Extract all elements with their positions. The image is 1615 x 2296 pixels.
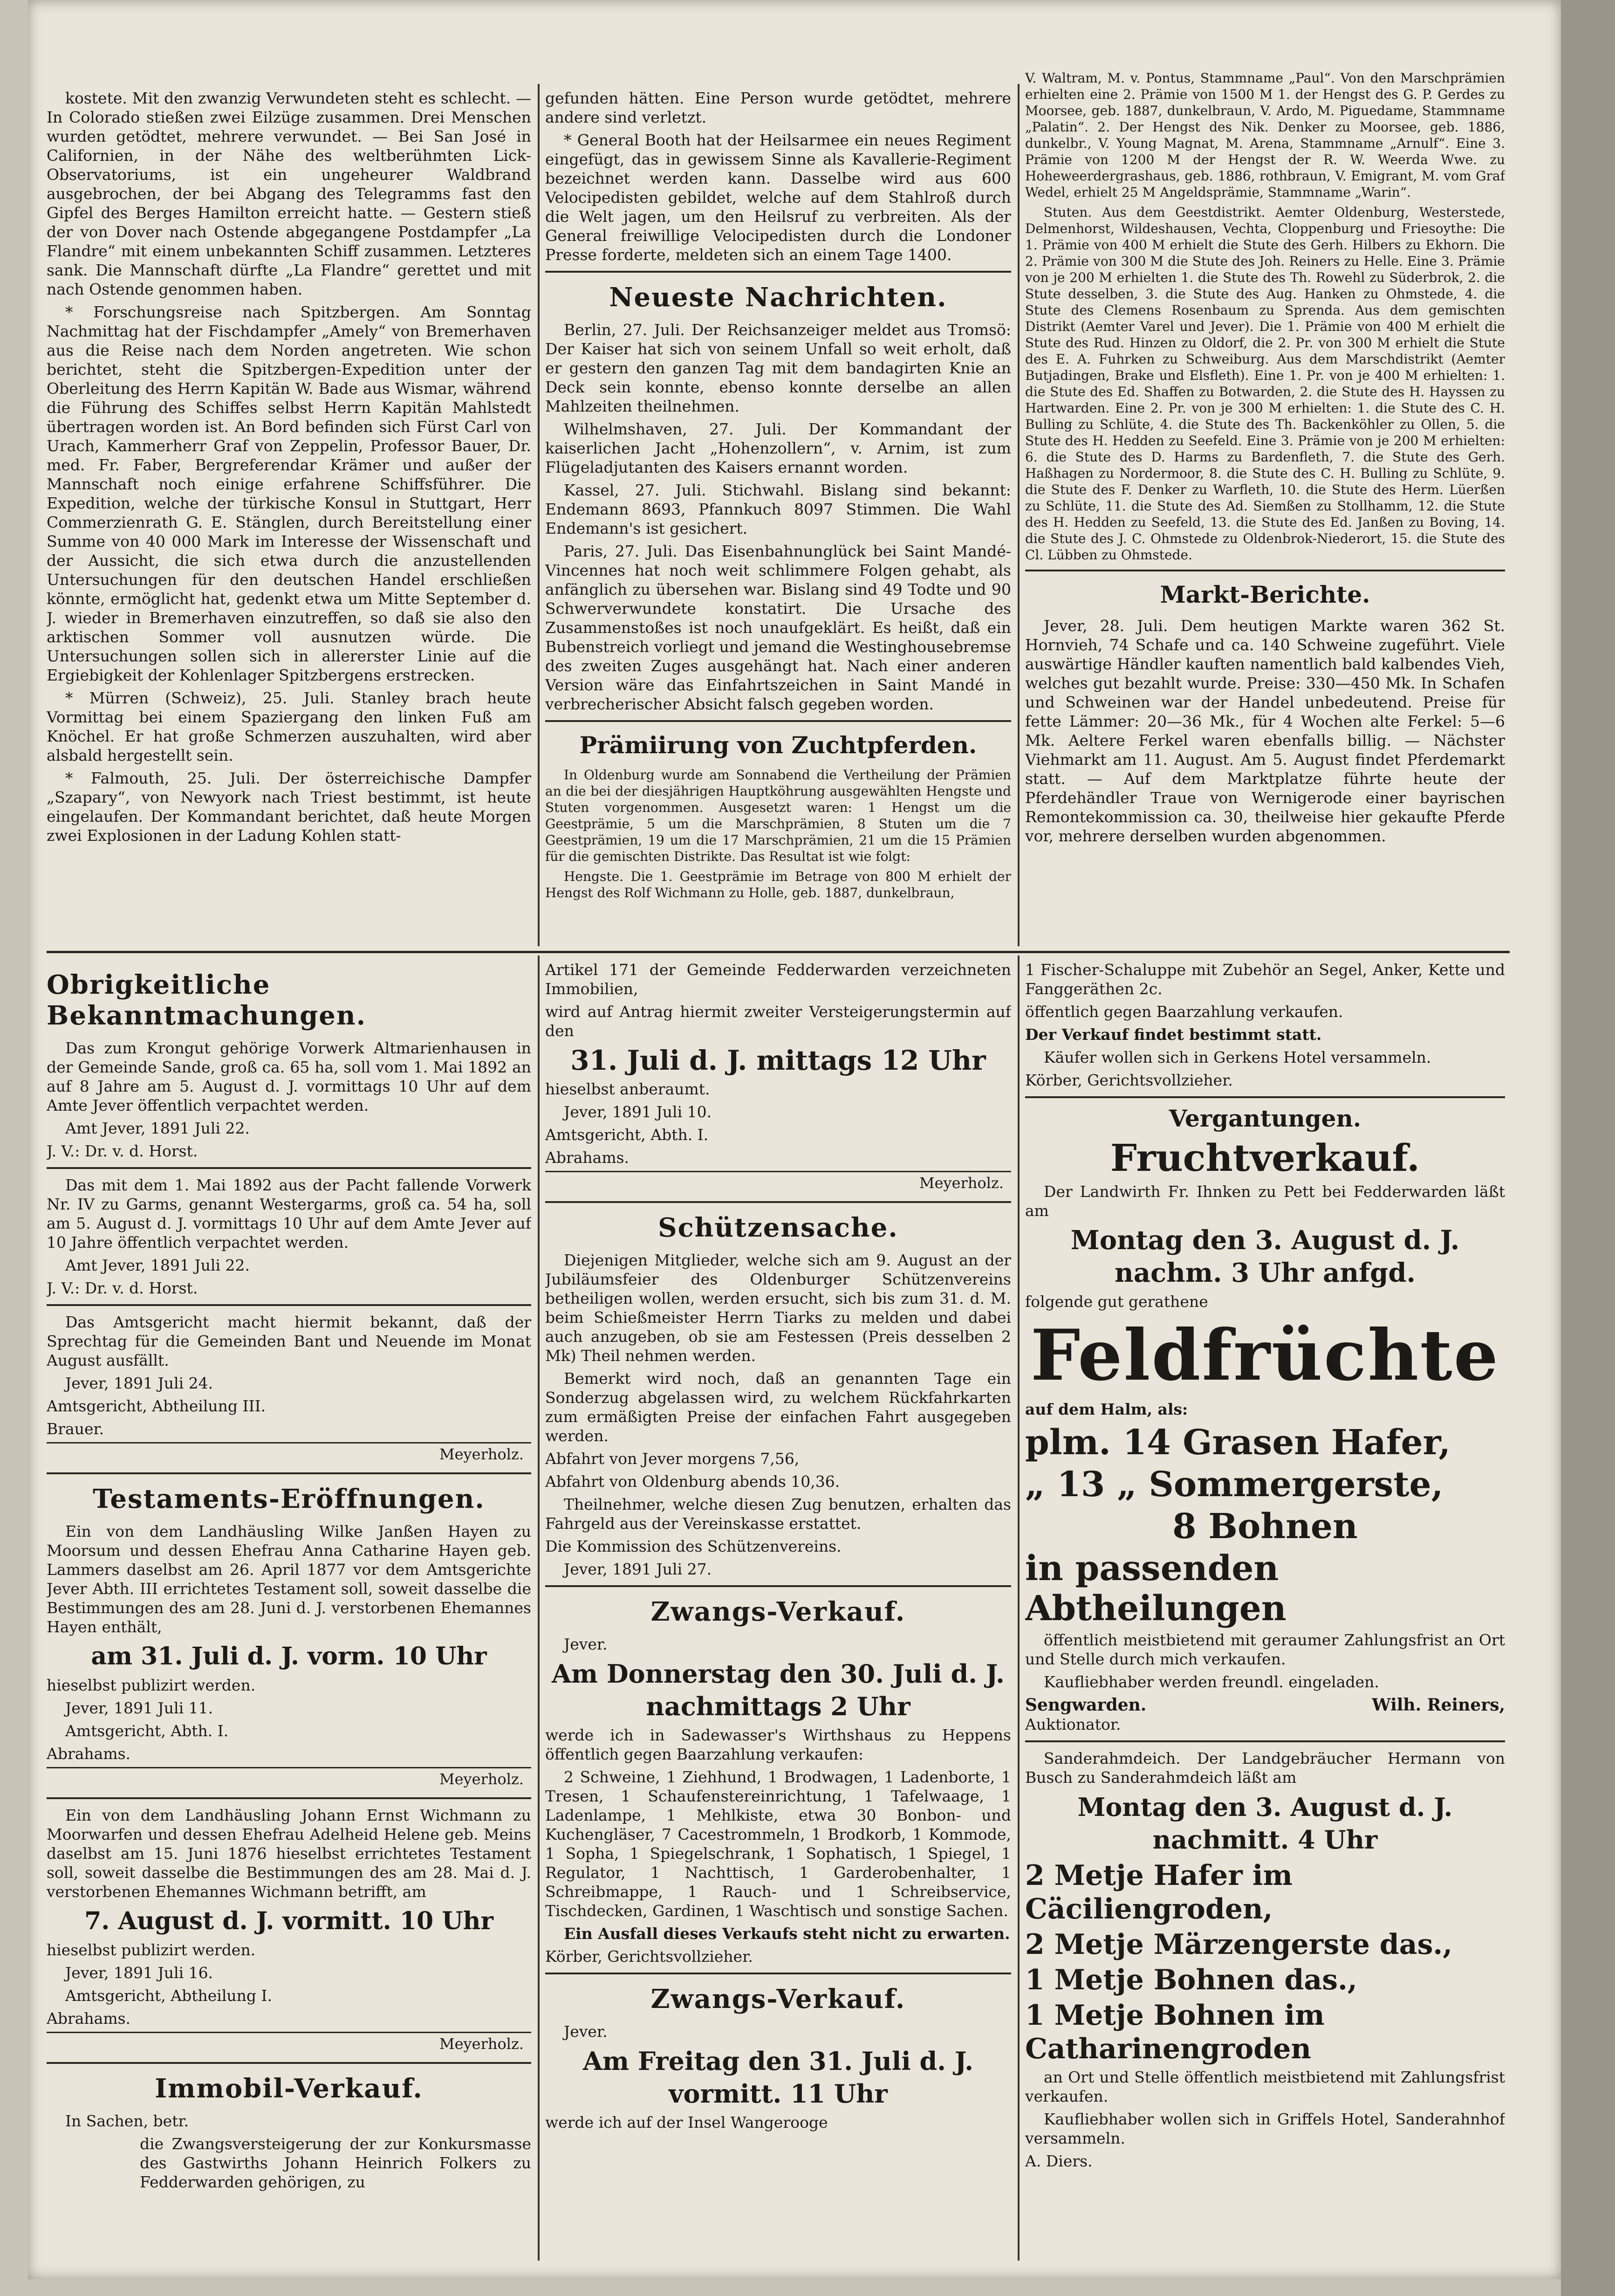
separator [545,1201,1011,1203]
notice-court: Amtsgericht, Abth. I. [65,1722,229,1740]
section-heading: Obrigkeitliche Bekanntmachungen. [47,969,367,1031]
separator [47,1304,531,1306]
notice-court: Amtsgericht, Abth. I. [545,1126,709,1144]
ad-signature-place: Sengwarden. [1025,1695,1147,1715]
notice-date: Jever, 1891 Juli 16. [65,1964,213,1982]
ad-text: auf dem Halm, als: [1025,1400,1188,1418]
notice-list: 2 Schweine, 1 Ziehhund, 1 Brodwagen, 1 Ladenborte, 1 Tresen, 1 Schaufenstereinrichtung, 1 Tafelwaage, 1 Ladenlampe, 1 Mehlkiste, etwa 30 Bonbon- und Kuchengläser, 7 Cacestrommeln, 1 Brodkorb, 1 Kommode, 1 Sopha, 1 Spiegelschrank, 1 Sophatisch, 1 Spiegel, 1 Regulator, 1 Nachttisch, 1 Garderobenhalter, 1 Schreibmappe, 1 Rauch- und 1 Schreibservice, Tischdecken, Gardinen, 1 Waschtisch und sonstige Sachen. [545,1768,1011,1920]
news-paragraph: Stuten. Aus dem Geestdistrikt. Aemter Oldenburg, Westerstede, Delmenhorst, Wildeshausen, Vechta, Cloppenburg und Friesoythe: Die 1. Prämie von 400 M erhielt die Stute des Gerh. Hilbers zu Ekhorn. Die 2. Prämie von 300 M die Stute des Joh. Reiners zu Helle. Eine 3. Prämie von je 200 M erhielten 1. die Stute des Th. Rowehl zu Süderbrok, 2. die Stute desselben, 3. die Stute des Aug. Hanken zu Ohmstede, 4. die Stute des Clemens Rosenbaum zu Sprenda. Aus dem gemischten Distrikt (Aemter Varel und Jever). Die 1. Prämie von 400 M erhielt die Stute des Rud. Hinzen zu Oldorf, die 2. Pr. von 300 M erhielt die Stute des E. A. Fuhrken zu Schweiburg. Aus dem Marschdistrikt (Aemter Butjadingen, Brake und Elsfleth). Eine 1. Pr. von je 400 M erhielten: 1. die Stute des Ed. Shaffen zu Botwarden, 2. die Stute des H. Hayssen zu Hartwarden. Eine 2. Pr. von je 300 M erhielten: 1. die Stute des C. H. Bulling zu Schlüte, 4. die Stute des Th. Backenköhler zu Ollen, 5. die Stute des H. Hedden zu Seefeld. Eine 3. Prämie von je 200 M erhielten: 6. die Stute des D. Harms zu Bardenfleth, 7. die Stute des Gerh. Haßhagen zu Nordermoor, 8. die Stute des C. H. Bulling zu Schlüte, 9. die Stute des F. Denker zu Warfleth, 10. die Stute des Herm. Lüerßen zu Schlüte, 11. die Stute des Ad. Siemßen zu Stollhamm, 12. die Stute des H. Hedden zu Seefeld, 13. die Stute des Ed. Janßen zu Boving, 14. die Stute des J. C. Ohmstede zu Oldenbrok-Niederort, 15. die Stute des Cl. Lübben zu Ohmstede. [1025,205,1505,563]
notice-text: Ein von dem Landhäusling Johann Ernst Wichmann zu Moorwarfen und dessen Ehefrau Adelheid Helene geb. Meins daselbst am 15. Juni 1876 hieselbst errichtetes Testament soll, soweit dasselbe die Bestimmungen des am 28. Mai d. J. verstorbenen Ehemannes Wichmann betrifft, am [47,1806,531,1901]
notice-date: Amt Jever, 1891 Juli 22. [65,1256,250,1274]
column-1-top [47,89,531,942]
notice-date-big: am 31. Juli d. J. vorm. 10 Uhr [91,1642,487,1670]
ad-text: folgende gut gerathene [1025,1292,1208,1311]
notice-text: Diejenigen Mitglieder, welche sich am 9. August an der Jubiläumsfeier des Oldenburger Schützenvereins betheiligen wollen, werden ersucht, sich bis zum 31. d. M. beim Schießmeister Herrn Tiarks zu melden und dabei auch anzugeben, ob sie am Festessen (Preis desselben 2 Mk) Theil nehmen werden. [545,1251,1011,1365]
column-rule [538,84,540,946]
ad-signature-name: Wilh. Reiners, [1372,1695,1505,1715]
notice-box-signature: Meyerholz. [47,1442,531,1466]
notice-date: Jever, 1891 Juli 10. [564,1103,712,1121]
news-item: Wilhelmshaven, 27. Juli. Der Kommandant der kaiserlichen Jacht „Hohenzollern“, v. Arnim, ist zum Flügeladjutanten des Kaisers ernannt worden. [545,420,1011,476]
ad-list-item: 1 Metje Bohnen das., [1025,1964,1357,1996]
notice-place: Jever. [564,1635,608,1653]
news-item: Kassel, 27. Juli. Stichwahl. Bislang sind bekannt: Endemann 8693, Pfannkuch 8097 Stimmen. Die Wahl Endemann's ist gesichert. [545,481,1011,537]
market-report: Jever, 28. Juli. Dem heutigen Markte waren 362 St. Hornvieh, 74 Schafe und ca. 140 Schweine zugeführt. Viele auswärtige Händler kauften namentlich bald kalbendes Vieh, welches gut bezahlt wurde. Preise: 330—450 Mk. In Schafen und Schweinen war der Handel unbedeutend. Preise für fette Lämmer: 20—36 Mk., für 4 Wochen alte Ferkel: 5—6 Mk. Aeltere Ferkel waren ebenfalls billig. — Nächster Viehmarkt am 11. August. Am 5. August findet Pferdemarkt statt. — Auf dem Marktplatze führte heute der Pferdehändler Traue von Wernigerode einer bayrischen Remontekommission ca. 30, theilweise hier gekaufte Pferde vor, mehrere derselben wurden abgenommen. [1025,617,1505,845]
notice-signature: J. V.: Dr. v. d. Horst. [47,1142,198,1160]
separator [47,2062,531,2064]
notice-court: Amtsgericht, Abtheilung I. [65,1987,273,2005]
notice-text: werde ich in Sadewasser's Wirthshaus zu Heppens öffentlich gegen Baarzahlung verkaufen: [545,1726,1011,1763]
notice-date-big: Am Freitag den 31. Juli d. J. vormitt. 11 Uhr [582,2046,974,2109]
news-paragraph: * General Booth hat der Heilsarmee ein neues Regiment eingefügt, das in gewissem Sinne als Kavallerie-Regiment bezeichnet werden kann. Dasselbe wird aus 600 Velocipedisten gebildet, welche auf dem Stahlroß durch die Welt jagen, um den Heilsruf zu verbreiten. Als der General freiwillige Velocipedisten durch die Londoner Presse forderte, meldeten sich an einem Tage 1400. [545,131,1011,264]
newspaper-page [28,0,1561,2279]
notice-text: Käufer wollen sich in Gerkens Hotel versammeln. [1044,1048,1431,1066]
ad-date-big: Montag den 3. August d. J. nachmitt. 4 Uhr [1077,1792,1453,1855]
notice-signature: J. V.: Dr. v. d. Horst. [47,1279,198,1297]
section-heading: Markt-Berichte. [1160,581,1370,608]
section-heading: Schützensache. [658,1212,898,1243]
ad-signature-role: Auktionator. [1025,1715,1121,1733]
notice-signature: Abrahams. [545,1148,630,1167]
separator [47,1167,531,1169]
ad-headline: Feldfrüchte [1030,1314,1500,1396]
section-heading: Zwangs-Verkauf. [650,1596,906,1627]
notice-signature: Brauer. [47,1420,104,1438]
ad-text: Der Landwirth Fr. Ihnken zu Pett bei Fedderwarden läßt am [1025,1182,1505,1220]
column-1-bottom [47,960,531,2265]
ad-list-item: in passenden Abtheilungen [1025,1548,1287,1629]
column-3-bottom [1025,960,1505,2265]
separator [545,720,1011,722]
notice-date: Jever, 1891 Juli 24. [65,1374,213,1392]
notice-text: In Sachen, betr. [65,2112,189,2130]
section-divider [47,951,1510,953]
notice-signature: Abrahams. [47,1745,131,1763]
news-paragraph: * Forschungsreise nach Spitzbergen. Am Sonntag Nachmittag hat der Fischdampfer „Amely“ von Bremerhaven aus die Reise nach dem Norden angetreten. Wie schon berichtet, steht die Spitzbergen-Expedition unter der Oberleitung des Herrn Kapitän W. Bade aus Wismar, während die Führung des Schiffes selbst Herrn Kapitän Mahlstedt übertragen worden ist. An Bord befinden sich Fürst Carl von Urach, Kammerherr Graf von Zeppelin, Professor Bauer, Dr. med. Fr. Faber, Bergreferendar Krämer und außer der Mannschaft noch einige erfahrene Schiffsführer. Die Expedition, welche der türkische Konsul in Stuttgart, Herr Commerzienrath G. E. Stänglen, durch Bereitstellung einer Summe von 40 000 Mark im Interesse der Wissenschaft und der Aussicht, die sich etwa durch die anzustellenden Untersuchungen für den deutschen Handel erschließen könnte, ermöglicht hat, gedenkt etwa um Mitte September d. J. wieder in Bremerhaven einzutreffen, so daß sie also den arktischen Sommer voll ausnutzen würde. Die Untersuchungen sollen sich in allererster Linie auf die Ergiebigkeit der Kohlenlager Spitzbergens erstrecken. [47,303,531,684]
ad-text: Sanderahmdeich. Der Landgebräucher Hermann von Busch zu Sanderahmdeich läßt am [1025,1749,1505,1787]
notice-text: werde ich auf der Insel Wangerooge [545,2113,828,2131]
ad-list-item: 2 Metje Märzengerste das., [1025,1928,1453,1961]
notice-date-big: 31. Juli d. J. mittags 12 Uhr [570,1045,986,1076]
separator [47,1797,531,1799]
notice-text: hieselbst publizirt werden. [47,1676,256,1694]
section-heading: Immobil-Verkauf. [155,2073,423,2104]
news-paragraph: * Falmouth, 25. Juli. Der österreichische Dampfer „Szapary“, von Newyork nach Triest bestimmt, ist heute eingelaufen. Der Kommandant berichtet, daß heute Morgen zwei Explosionen in der Ladung Kohlen statt- [47,769,531,845]
notice-place: Jever. [564,2022,608,2041]
notice-text: Ein von dem Landhäusling Wilke Janßen Hayen zu Moorsum und dessen Ehefrau Anna Catharine Hayen geb. Lammers daselbst am 26. April 1877 vor dem Amtsgerichte Jever Abth. III errichtetes Testament soll, soweit dasselbe die Bestimmungen des am 28. Juni d. J. verstorbenen Ehemannes Hayen enthält, [47,1522,531,1636]
section-heading: Vergantungen. [1169,1105,1362,1132]
ad-text: Kaufliebhaber wollen sich in Griffels Hotel, Sanderahnhof versammeln. [1025,2110,1505,2147]
notice-signature: Körber, Gerichtsvollzieher. [1025,1071,1233,1089]
ad-list-item: „ 13 „ Sommergerste, [1025,1464,1444,1505]
ad-date-big: Montag den 3. August d. J. nachm. 3 Uhr anfgd. [1070,1225,1460,1288]
section-heading: Testaments-Eröffnungen. [93,1484,485,1514]
notice-text: Das mit dem 1. Mai 1892 aus der Pacht fallende Vorwerk Nr. IV zu Garms, genannt Westergarms, groß ca. 54 ha, soll am 5. August d. J. vormittags 10 Uhr auf dem Amte Jever auf 10 Jahre öffentlich verpachtet werden. [47,1176,531,1251]
ad-text: Kaufliebhaber werden freundl. eingeladen. [1044,1673,1379,1691]
column-rule [538,956,540,2261]
scan-edge [1561,0,1615,2296]
notice-text: Das Amtsgericht macht hiermit bekannt, daß der Sprechtag für die Gemeinden Bant und Neuende im Monat August ausfällt. [47,1313,531,1369]
column-3-top [1025,70,1505,942]
ad-signature-row [1025,1695,1505,1715]
news-paragraph: kostete. Mit den zwanzig Verwundeten steht es schlecht. — In Colorado stießen zwei Eilzüge zusammen. Drei Menschen wurden getödtet, mehrere verwundet. — Bei San José in Californien, in der Nähe des weltberühmten Lick-Observatoriums, ist ein ungeheurer Waldbrand ausgebrochen, der bei Abgang des Telegramms fast den Gipfel des Berges Hamilton erreicht hatte. — Gestern stieß der von Dover nach Ostende abgegangene Postdampfer „La Flandre“ mit einem unbekannten Schiff zusammen. Letzteres sank. Die Mannschaft dürfte „La Flandre“ gerettet und mit nach Ostende genommen haben. [47,89,531,298]
notice-box-signature: Meyerholz. [47,2032,531,2055]
notice-text: wird auf Antrag hiermit zweiter Versteigerungstermin auf den [545,1003,1011,1040]
ad-list-item: 2 Metje Hafer im Cäciliengroden, [1025,1859,1293,1925]
notice-date: Jever, 1891 Juli 11. [65,1699,213,1717]
ad-text: öffentlich meistbietend mit geraumer Zahlungsfrist an Ort und Stelle durch mich verkaufen. [1025,1631,1505,1668]
notice-box-signature: Meyerholz. [545,1171,1011,1195]
separator [545,1973,1011,1974]
notice-date-big: Am Donnerstag den 30. Juli d. J. nachmittags 2 Uhr [552,1659,1005,1721]
notice-court: Amtsgericht, Abtheilung III. [47,1397,266,1415]
notice-text: öffentlich gegen Baarzahlung verkaufen. [1025,1003,1343,1021]
notice-date-big: 7. August d. J. vormitt. 10 Uhr [84,1907,493,1935]
notice-text: Der Verkauf findet bestimmt statt. [1025,1025,1322,1044]
ad-title: Fruchtverkauf. [1110,1136,1420,1180]
news-paragraph: Hengste. Die 1. Geestprämie im Betrage von 800 M erhielt der Hengst des Rolf Wichmann zu Holle, geb. 1887, dunkelbraun, [545,869,1011,901]
notice-text: Ein Ausfall dieses Verkaufs steht nicht zu erwarten. [564,1925,1010,1943]
notice-text: Abfahrt von Jever morgens 7,56, [545,1450,800,1468]
news-paragraph: In Oldenburg wurde am Sonnabend die Vertheilung der Prämien an die bei der diesjährigen Hauptköhrung ausgewählten Hengste und Stuten vorgenommen. Ausgesetzt waren: 1 Hengst um die Geestprämie, 5 um die Marschprämien, 8 Stuten um die 7 Geestprämien, 19 um die 17 Marschprämien, 21 um die 15 Prämien für die gemischten Distrikte. Das Resultat ist wie folgt: [545,767,1011,864]
column-rule [1018,956,1020,2261]
section-heading: Neueste Nachrichten. [609,282,947,313]
notice-date: Jever, 1891 Juli 27. [564,1560,712,1578]
notice-signature: Abrahams. [47,2009,131,2028]
news-item: Paris, 27. Juli. Das Eisenbahnunglück bei Saint Mandé-Vincennes hat noch weit schlimmere Folgen gehabt, als anfänglich zu übersehen war. Bislang sind 49 Todte und 90 Schwerverwundete konstatirt. Die Ursache des Zusammenstoßes ist noch unaufgeklärt. Es heißt, daß ein Bubenstreich vorliegt und jemand die Westinghousebremse des zweiten Zuges ausgehängt hat. Nach einer anderen Version wäre das Einfahrtszeichen in Saint Mandé in verbrecherischer Absicht falsch gegeben worden. [545,542,1011,713]
notice-text: Theilnehmer, welche diesen Zug benutzen, erhalten das Fahrgeld aus der Vereinskasse erstattet. [545,1495,1011,1533]
news-paragraph: * Mürren (Schweiz), 25. Juli. Stanley brach heute Vormittag bei einem Spaziergang den linken Fuß am Knöchel. Er hat große Schmerzen auszuhalten, wird aber alsbald hergestellt sein. [47,689,531,764]
notice-text: die Zwangsversteigerung der zur Konkursmasse des Gastwirths Johann Heinrich Folkers zu Fedderwarden gehörigen, zu [140,2135,531,2191]
separator [1025,1740,1505,1742]
section-heading: Prämiirung von Zuchtpferden. [579,731,977,759]
notice-signature: Körber, Gerichtsvollzieher. [545,1947,753,1966]
notice-box-signature: Meyerholz. [47,1767,531,1791]
notice-text: Das zum Krongut gehörige Vorwerk Altmarienhausen in der Gemeinde Sande, groß ca. 65 ha, soll vom 1. Mai 1892 an auf 8 Jahre am 5. August d. J. vormittags 10 Uhr auf dem Amte Jever öffentlich verpachtet werden. [47,1039,531,1114]
separator [1025,1096,1505,1098]
ad-list-item: plm. 14 Grasen Hafer, [1025,1423,1451,1463]
notice-text: Bemerkt wird noch, daß an genannten Tage ein Sonderzug abgelassen wird, zu welchem Rückfahrkarten zum ermäßigten Preise der einfachen Fahrt ausgegeben werden. [545,1369,1011,1445]
notice-text: hieselbst publizirt werden. [47,1941,256,1959]
notice-date: Amt Jever, 1891 Juli 22. [65,1119,250,1137]
column-2-bottom [545,960,1011,2265]
separator [1025,570,1505,571]
ad-text: an Ort und Stelle öffentlich meistbietend mit Zahlungsfrist verkaufen. [1025,2068,1505,2105]
ad-list-item: 1 Metje Bohnen im Catharinengroden [1025,1999,1325,2065]
notice-text: 1 Fischer-Schaluppe mit Zubehör an Segel, Anker, Kette und Fanggeräthen 2c. [1025,961,1505,998]
ad-list-item: 8 Bohnen [1172,1506,1358,1547]
ad-signature-name: A. Diers. [1025,2152,1093,2170]
separator [47,1472,531,1474]
notice-text: Artikel 171 der Gemeinde Fedderwarden verzeichneten Immobilien, [545,961,1011,998]
notice-signature: Die Kommission des Schützenvereins. [545,1537,842,1555]
news-item: Berlin, 27. Juli. Der Reichsanzeiger meldet aus Tromsö: Der Kaiser hat sich von seinem Unfall so weit erholt, daß er gestern den ganzen Tag mit dem bandagirten Knie an Deck sein konnte, ebenso konnte derselbe an allen Mahlzeiten theilnehmen. [545,321,1011,415]
separator [545,1585,1011,1587]
column-2-top [545,89,1011,942]
section-heading: Zwangs-Verkauf. [650,1984,906,2014]
notice-text: Abfahrt von Oldenburg abends 10,36. [545,1472,840,1491]
news-paragraph: V. Waltram, M. v. Pontus, Stammname „Paul“. Von den Marschprämien erhielten eine 2. Prämie von 1500 M 1. der Hengst des G. P. Gerdes zu Moorsee, geb. 1887, dunkelbraun, V. Ardo, M. Piguedame, Stammname „Palatin“. 2. Der Hengst des Nik. Denker zu Moorsee, geb. 1886, dunkelbr., V. Young Magnat, M. Arena, Stammname „Arnulf“. Eine 3. Prämie von 1200 M der Hengst der R. W. Weerda Wwe. zu Hoheweerdergrashaus, geb. 1886, rothbraun, V. Emigrant, M. vom Graf Wedel, erhielt 25 M Angeldsprämie, Stammname „Warin“. [1025,70,1505,200]
separator [545,271,1011,273]
notice-text: hieselbst anberaumt. [545,1080,710,1098]
news-paragraph: gefunden hätten. Eine Person wurde getödtet, mehrere andere sind verletzt. [545,89,1011,126]
column-rule [1018,84,1020,946]
